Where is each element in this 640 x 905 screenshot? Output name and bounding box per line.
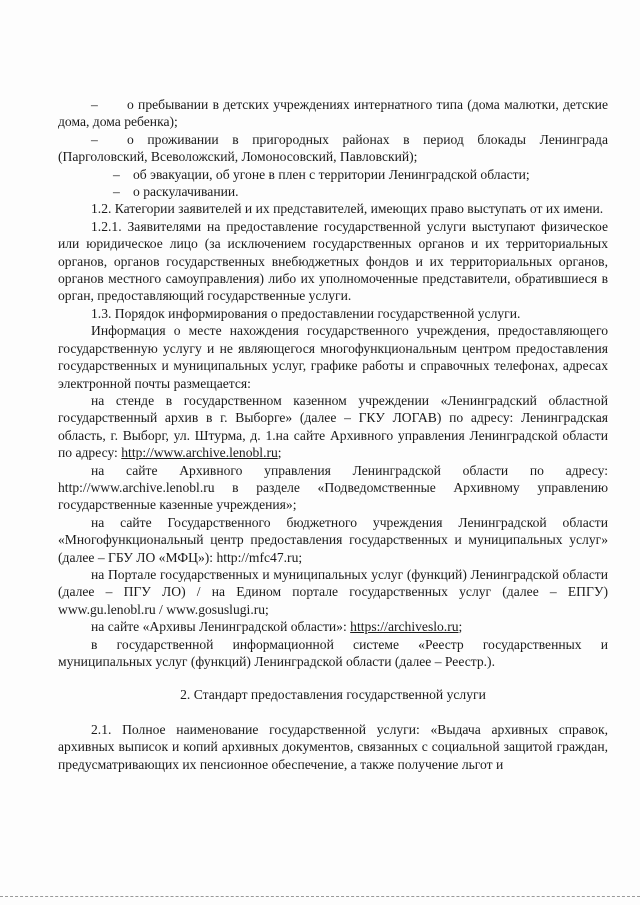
section-1-3: 1.3. Порядок информирования о предоставлении государственной услуги. [91,305,521,321]
document-body [58,96,608,773]
list-item-text: о раскулачивании. [133,184,239,200]
stand-end: ; [277,445,282,461]
list-item-orphanage [58,96,608,131]
stand-text: на стенде в государственном казенном учреждении «Ленинградский областной государственный архив в г. Выборге» (далее – ГКУ ЛОГАВ) по адресу: Ленинградская область, г. Выборг, ул. Штурма, д. 1.на сайте Архивного управления Ленинградской области по адресу: [58,392,608,461]
registry-paragraph: в государственной информационной системе «Реестр государственных и муниципальных услуг (функций) Ленинградской области (далее – Реестр.). [58,636,608,669]
archiveslo-link: https://archiveslo.ru [350,619,459,635]
archives-text: на сайте «Архивы Ленинградской области»: [91,619,351,635]
list-dash: – [113,184,120,200]
portal-paragraph: на Портале государственных и муниципальных услуг (функций) Ленинградской области (далее – ПГУ ЛО) / на Едином портале государственных услуг (далее – ЕПГУ) www.gu.lenobl.ru / www.gosuslugi.ru; [58,566,608,617]
archives-end: ; [458,619,463,635]
list-item-blockade [58,131,608,166]
list-dash: – [113,166,120,182]
page-bottom-rule [0,896,640,897]
section-2-title: 2. Стандарт предоставления государственной услуги [180,687,486,703]
archives-paragraph [58,618,608,635]
list-item-dekulakization [58,183,608,200]
section-1-2: 1.2. Категории заявителей и их представителей, имеющих право выступать от их имени. [91,201,604,217]
list-item-text: о пребывании в детских учреждениях интернатного типа (дома малютки, детские дома, дома ребенка); [58,97,608,130]
list-dash: – [91,97,98,112]
list-item-evacuation [58,166,608,183]
site-paragraph: на сайте Архивного управления Ленинградской области по адресу: http://www.archive.lenobl.ru в разделе «Подведомственные Архивному управлению государственные казенные учреждения»; [58,462,608,513]
info-intro-paragraph: Информация о месте нахождения государственного учреждения, предоставляющего государственную услугу и не являющегося многофункциональным центром предоставления государственных и муниципальных услуг, графике работы и справочных телефонах, адресах электронной почты размещается: [58,323,608,391]
list-dash: – [91,131,98,147]
archive-lenobl-link: http://www.archive.lenobl.ru [121,445,278,461]
stand-paragraph [58,392,608,462]
section-1-2-1: 1.2.1. Заявителями на предоставление государственной услуги выступают физическое или юридическое лицо (за исключением государственных органов и их территориальных органов, органов государственных внебюджетных фондов и их территориальных органов, органов местного самоуправления) либо их уполномоченные представители, обратившиеся в орган, предоставляющий государственные услуги. [58,218,608,304]
list-item-text: об эвакуации, об угоне в плен с территории Ленинградской области; [133,166,530,182]
section-2-1: 2.1. Полное наименование государственной услуги: «Выдача архивных справок, архивных выписок и копий архивных документов, связанных с социальной защитой граждан, предусматривающих их пенсионное обеспечение, а также получение льгот и [58,721,608,772]
list-item-text: о проживании в пригородных районах в период блокады Ленинграда (Парголовский, Всеволожский, Ломоносовский, Павловский); [58,131,608,165]
mfc-paragraph: на сайте Государственного бюджетного учреждения Ленинградской области «Многофункциональный центр предоставления государственных и муниципальных услуг» (далее – ГБУ ЛО «МФЦ»): http://mfc47.ru; [58,514,608,565]
